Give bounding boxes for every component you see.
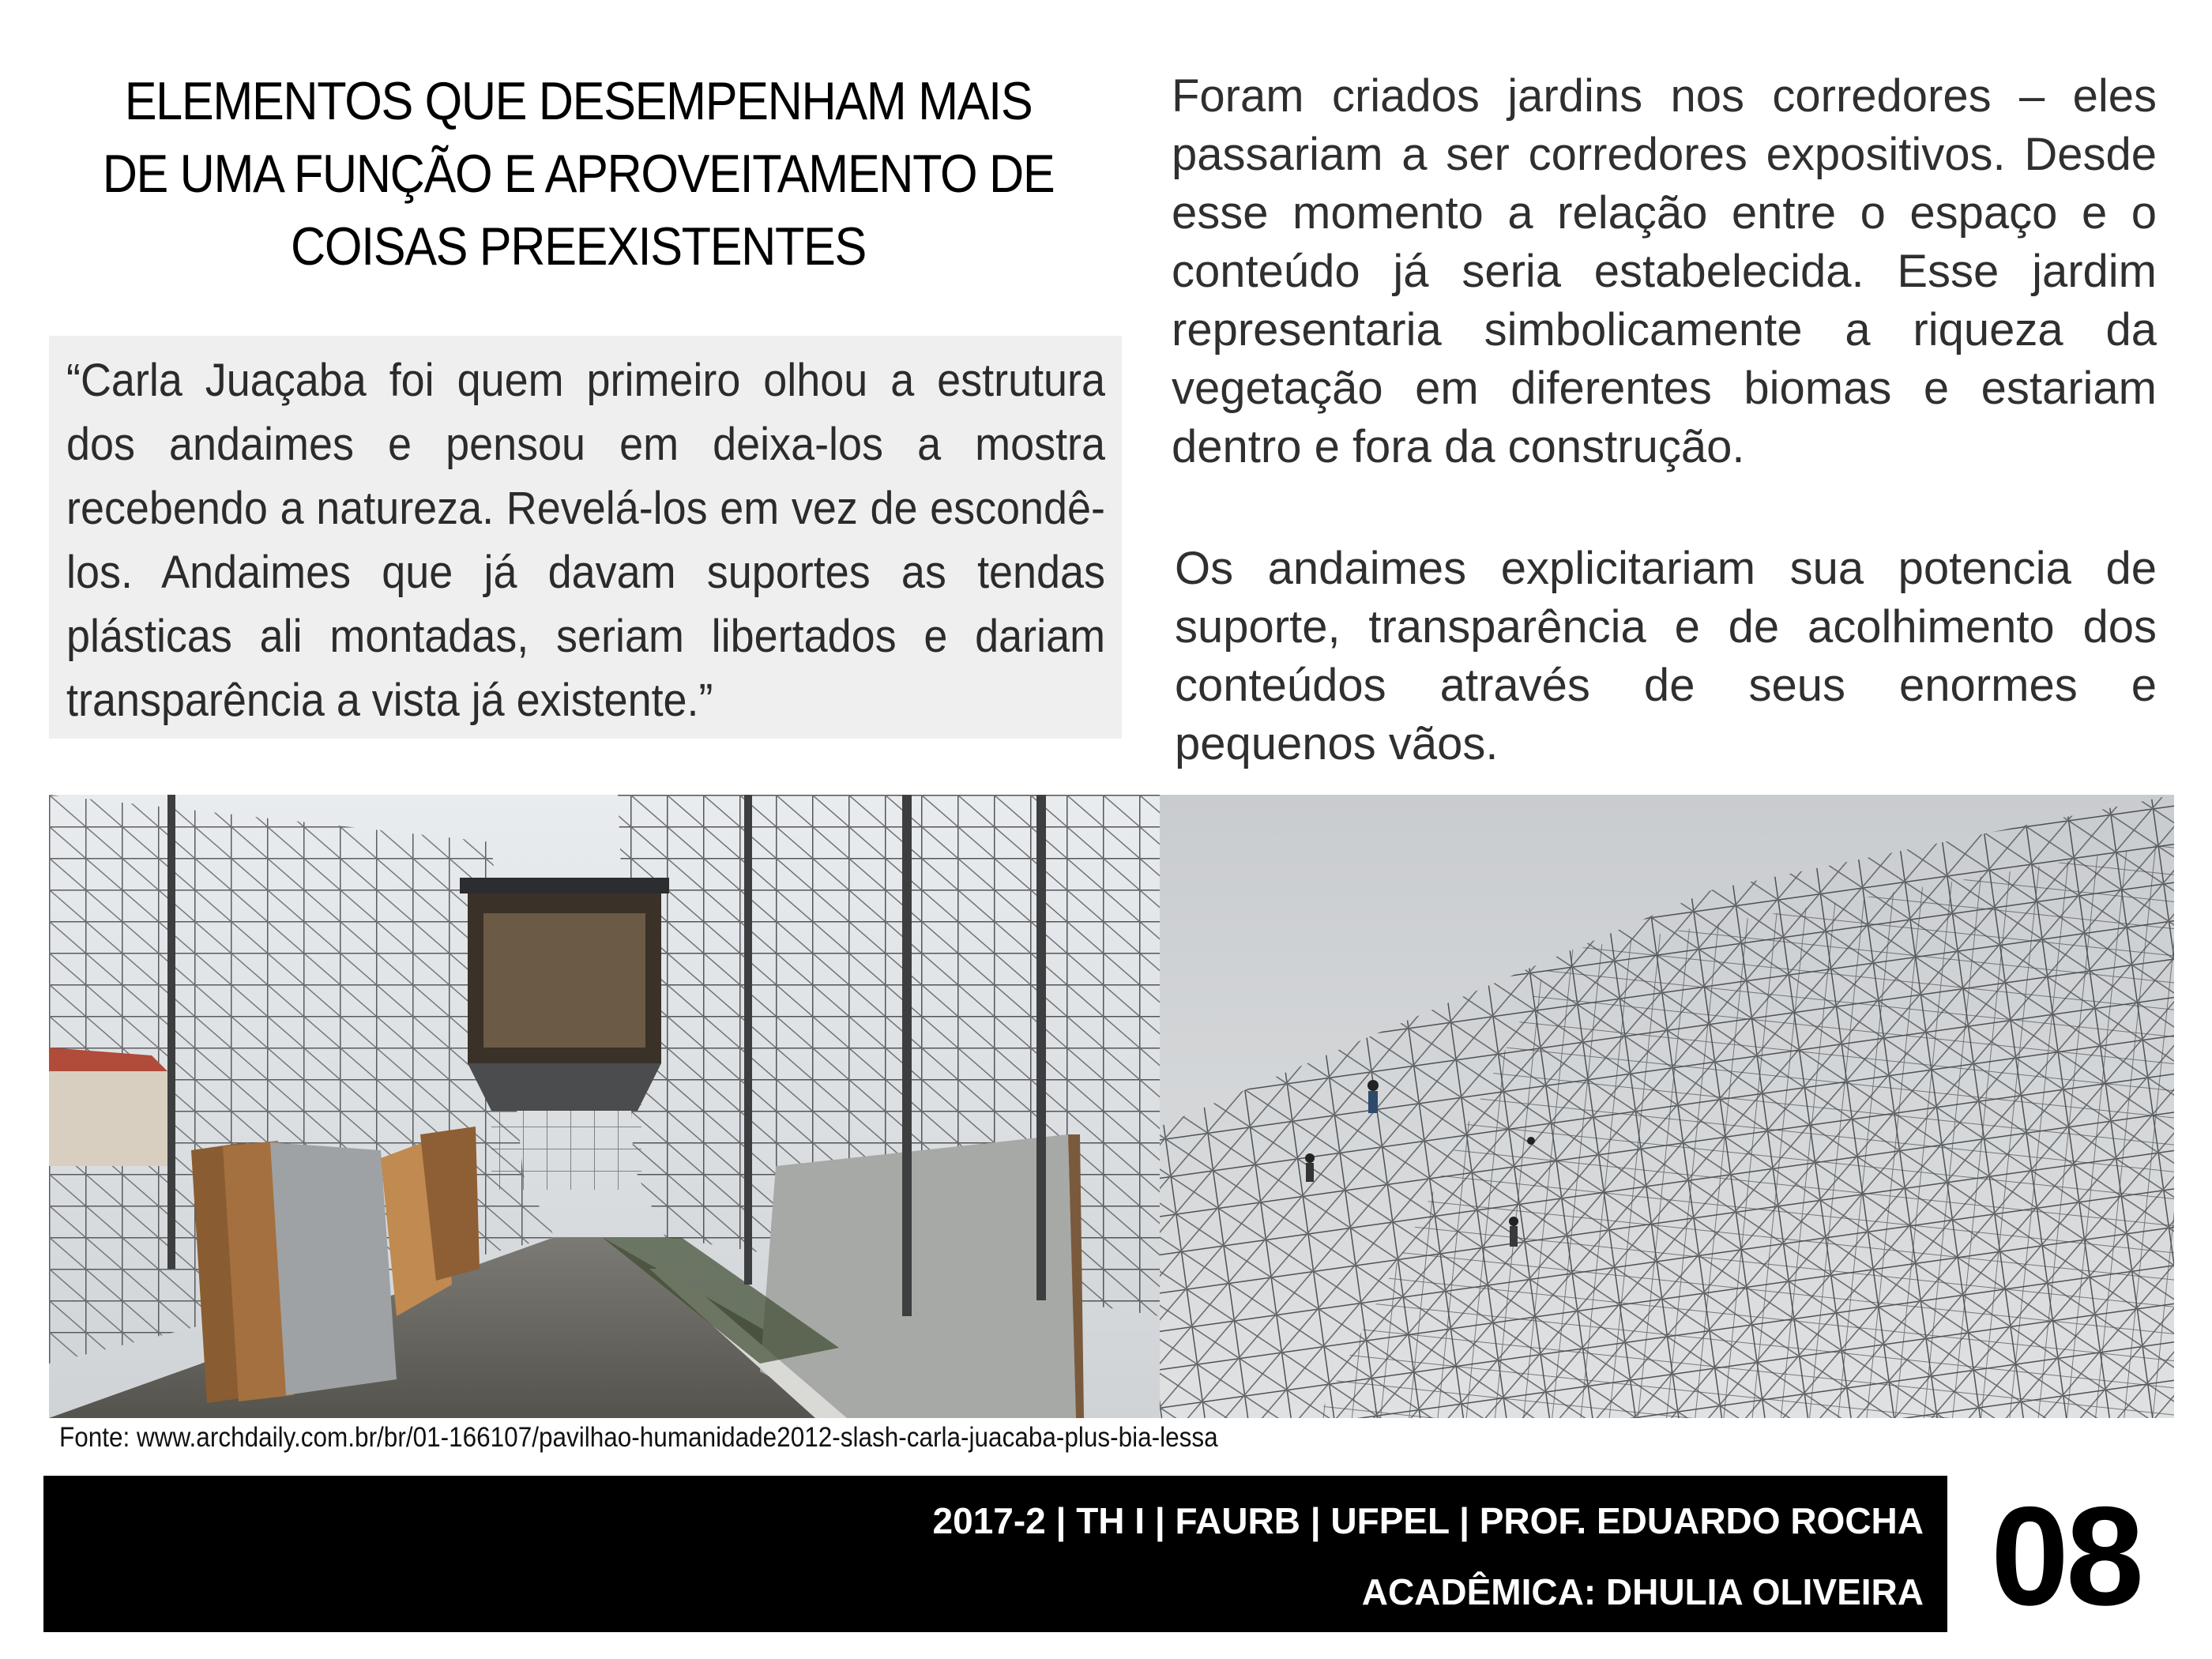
title-line-1: ELEMENTOS QUE DESEMPENHAM MAIS [124, 71, 1033, 131]
footer-bar [43, 1476, 1947, 1632]
quote-text: “Carla Juaçaba foi quem primeiro olhou a estrutura dos andaimes e pensou em deixa-los a mostra recebendo a natureza. Revelá-los em vez de escondê-los. Andaimes que já davam suportes as tendas plásticas ali montadas, seriam libertados e dariam transparência a vista já existente.” [66, 355, 1106, 726]
title-line-3: COISAS PREEXISTENTES [290, 216, 866, 276]
footer-student-name: ACADÊMICA: DHULIA OLIVEIRA [1361, 1571, 1924, 1612]
footer-course-info: 2017-2 | TH I | FAURB | UFPEL | PROF. EDUARDO ROCHA [932, 1500, 1924, 1541]
paragraph-gardens: Foram criados jardins nos corredores – eles passariam a ser corredores expositivos. Desde esse momento a relação entre o espaço e o conteúdo já seria estabelecida. Esse jardim representaria simbolicamente a riqueza da vegetação em diferentes biomas e estariam dentro e fora da construção. [1172, 70, 2157, 472]
page-number: 08 [1991, 1477, 2141, 1635]
paragraph-scaffolding: Os andaimes explicitariam sua potencia de suporte, transparência e de acolhimento dos conteúdos através de seus enormes e pequenos vãos. [1175, 543, 2157, 769]
photo-scaffolding-corridor [49, 795, 1160, 1418]
quote-box [49, 336, 1122, 739]
page-title [102, 65, 1055, 283]
source-caption: Fonte: www.archdaily.com.br/br/01-166107/pavilhao-humanidade2012-slash-carla-juacaba-plus-bia-lessa [59, 1422, 1218, 1453]
photo-scaffolding-sky [1160, 795, 2174, 1418]
title-line-2: DE UMA FUNÇÃO E APROVEITAMENTO DE [102, 144, 1055, 204]
